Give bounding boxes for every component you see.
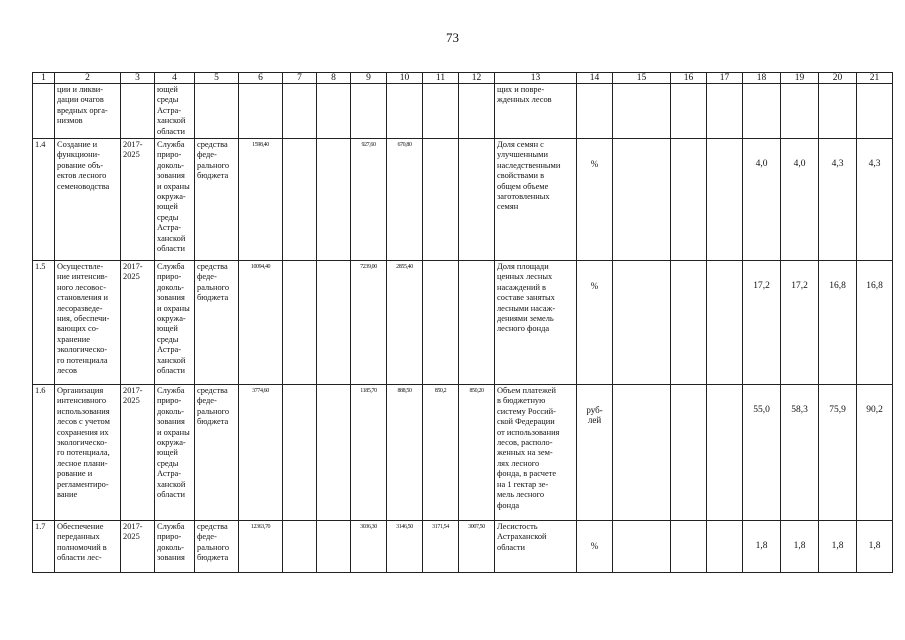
- text-line: рального: [197, 282, 230, 292]
- funding-2019: 1185,70: [351, 385, 387, 521]
- responsible-executor: [155, 521, 195, 573]
- indicator-value-col-19: 4,0: [781, 139, 819, 261]
- text-line: щих и повре-: [497, 85, 545, 94]
- indicator-value-col-17: [707, 521, 743, 573]
- indicator-value-col-15: [613, 261, 671, 385]
- indicator-value-col-19: 1,8: [781, 521, 819, 573]
- cell-col-5: [195, 84, 239, 139]
- cell-col-19: [781, 84, 819, 139]
- text-line: Служба: [157, 262, 185, 272]
- text-line: низмов: [57, 116, 83, 126]
- column-number-7: 7: [283, 73, 317, 84]
- cell-col-18: [743, 84, 781, 139]
- text-line: семян: [497, 202, 519, 212]
- text-line: 2025: [123, 150, 140, 160]
- implementation-period: [121, 139, 155, 261]
- text-line: ющей: [157, 202, 178, 212]
- text-line: Астра-: [157, 469, 182, 479]
- text-line: наследственными: [497, 160, 561, 170]
- text-line: феде-: [197, 272, 217, 282]
- funding-2021: 3171,54: [423, 521, 459, 573]
- text-line: бюджета: [197, 171, 229, 181]
- unit-of-measure: [577, 521, 613, 573]
- funding-2018: [317, 261, 351, 385]
- funding-total: 10094,40: [239, 261, 283, 385]
- responsible-executor: [155, 261, 195, 385]
- measure-name: [55, 521, 121, 573]
- column-number-5: 5: [195, 73, 239, 84]
- indicator-value-col-21: 16,8: [857, 261, 893, 385]
- text-line: приро-: [157, 532, 182, 542]
- funding-2020: 2855,40: [387, 261, 423, 385]
- column-number-20: 20: [819, 73, 857, 84]
- responsible-executor: [155, 139, 195, 261]
- cell-col-12: [459, 84, 495, 139]
- text-line: ния, обеспечи-: [57, 314, 110, 324]
- cell-col-9: [351, 84, 387, 139]
- text-line: бюджета: [197, 293, 229, 303]
- continuation-row: [33, 84, 893, 139]
- text-line: экологическо-: [57, 345, 108, 355]
- funding-source: [195, 521, 239, 573]
- column-number-17: 17: [707, 73, 743, 84]
- text-line: дации очагов: [57, 95, 104, 105]
- indicator-value-col-15: [613, 139, 671, 261]
- funding-2019: 927,60: [351, 139, 387, 261]
- funding-2020: 670,80: [387, 139, 423, 261]
- text-line: лесоразведе-: [57, 303, 103, 313]
- column-number-15: 15: [613, 73, 671, 84]
- column-number-14: 14: [577, 73, 613, 84]
- funding-2022: 3007,50: [459, 521, 495, 573]
- target-indicator: [495, 261, 577, 385]
- text-line: 2025: [123, 532, 140, 542]
- row-number: 1.4: [33, 139, 55, 261]
- column-number-8: 8: [317, 73, 351, 84]
- indicator-value-col-19: 17,2: [781, 261, 819, 385]
- text-line: доколь-: [157, 160, 184, 170]
- text-line: среды: [157, 95, 179, 105]
- indicator-value-col-19: 58,3: [781, 385, 819, 521]
- column-number-18: 18: [743, 73, 781, 84]
- indicator-value-col-20: 75,9: [819, 385, 857, 521]
- text-line: рального: [197, 160, 230, 170]
- indicator-value-col-21: 4,3: [857, 139, 893, 261]
- funding-2022: 850,20: [459, 385, 495, 521]
- cell-col-20: [819, 84, 857, 139]
- text-line: лях лесного: [497, 458, 540, 468]
- text-line: и охраны: [157, 427, 190, 437]
- indicator-value-col-20: 16,8: [819, 261, 857, 385]
- text-line: вредных орга-: [57, 105, 108, 115]
- text-line: области: [157, 490, 185, 500]
- text-line: доколь-: [157, 282, 184, 292]
- text-line: области: [157, 244, 185, 254]
- text-line: феде-: [197, 396, 217, 406]
- text-line: ханской: [157, 355, 186, 365]
- column-number-row: [33, 73, 893, 84]
- text-line: ции и ликви-: [57, 85, 104, 94]
- text-line: доколь-: [157, 406, 184, 416]
- cell-col-14: [577, 84, 613, 139]
- text-line: Астраханской: [497, 532, 547, 542]
- text-line: зования: [157, 293, 185, 303]
- cell-col-6: [239, 84, 283, 139]
- text-line: окружа-: [157, 314, 186, 324]
- cell-col-17: [707, 84, 743, 139]
- row-number: 1.6: [33, 385, 55, 521]
- text-line: ханской: [157, 233, 186, 243]
- text-line: лей: [587, 415, 602, 426]
- text-line: становления и: [57, 293, 108, 303]
- text-line: функциони-: [57, 150, 100, 160]
- text-line: окружа-: [157, 438, 186, 448]
- indicator-value-col-17: [707, 261, 743, 385]
- text-line: средства: [197, 140, 228, 150]
- table-row: [33, 521, 893, 573]
- indicator-value-col-21: 1,8: [857, 521, 893, 573]
- column-number-11: 11: [423, 73, 459, 84]
- funding-2021: [423, 261, 459, 385]
- text-line: среды: [157, 458, 179, 468]
- implementation-period: [121, 385, 155, 521]
- funding-2019: 7239,00: [351, 261, 387, 385]
- row-number: 1.7: [33, 521, 55, 573]
- column-number-12: 12: [459, 73, 495, 84]
- text-line: экологическо-: [57, 438, 108, 448]
- column-number-6: 6: [239, 73, 283, 84]
- text-line: дениями земель: [497, 314, 554, 324]
- text-line: ного лесовос-: [57, 282, 106, 292]
- implementation-period: [121, 261, 155, 385]
- funding-2019: 3036,30: [351, 521, 387, 573]
- indicator-value-col-16: [671, 521, 707, 573]
- text-line: рального: [197, 542, 230, 552]
- text-line: ценных лесных: [497, 272, 553, 282]
- target-indicator: [495, 521, 577, 573]
- text-line: ханской: [157, 116, 186, 126]
- text-line: 2017-: [123, 140, 143, 150]
- text-line: приро-: [157, 150, 182, 160]
- funding-source: [195, 139, 239, 261]
- column-number-4: 4: [155, 73, 195, 84]
- column-number-16: 16: [671, 73, 707, 84]
- text-line: ской Федерации: [497, 417, 555, 427]
- text-line: лесного фонда: [497, 324, 550, 334]
- table-row: [33, 385, 893, 521]
- column-number-1: 1: [33, 73, 55, 84]
- text-line: зования: [157, 171, 185, 181]
- cell-col-16: [671, 84, 707, 139]
- program-table: [32, 72, 893, 573]
- text-line: заготовленных: [497, 192, 550, 202]
- text-line: рование и: [57, 469, 93, 479]
- text-line: %: [590, 159, 599, 170]
- column-number-21: 21: [857, 73, 893, 84]
- column-number-9: 9: [351, 73, 387, 84]
- column-number-13: 13: [495, 73, 577, 84]
- table-body: [33, 73, 893, 573]
- text-line: использования: [57, 406, 110, 416]
- text-line: феде-: [197, 150, 217, 160]
- cell-col-13: [495, 84, 577, 139]
- text-line: рование объ-: [57, 160, 104, 170]
- table-row: [33, 139, 893, 261]
- text-line: Доля семян с: [497, 140, 544, 150]
- text-line: средства: [197, 386, 228, 396]
- text-line: лесов, располо-: [497, 438, 553, 448]
- text-line: составе занятых: [497, 293, 555, 303]
- text-line: окружа-: [157, 192, 186, 202]
- text-line: доколь-: [157, 542, 184, 552]
- text-line: феде-: [197, 532, 217, 542]
- row-number: 1.5: [33, 261, 55, 385]
- text-line: лесов: [57, 366, 77, 376]
- funding-2020: 3146,50: [387, 521, 423, 573]
- funding-2018: [317, 139, 351, 261]
- funding-2017: [283, 261, 317, 385]
- column-number-19: 19: [781, 73, 819, 84]
- funding-total: 3774,60: [239, 385, 283, 521]
- text-line: среды: [157, 212, 179, 222]
- text-line: Доля площади: [497, 262, 549, 272]
- text-line: семеноводства: [57, 181, 110, 191]
- text-line: интенсивного: [57, 396, 107, 406]
- text-line: в бюджетную: [497, 396, 546, 406]
- text-line: свойствами в: [497, 171, 545, 181]
- cell-col-2: [55, 84, 121, 139]
- text-line: вание: [57, 490, 78, 500]
- funding-2017: [283, 521, 317, 573]
- text-line: насаждений в: [497, 282, 546, 292]
- implementation-period: [121, 521, 155, 573]
- cell-col-1: [33, 84, 55, 139]
- cell-col-15: [613, 84, 671, 139]
- unit-of-measure: [577, 261, 613, 385]
- responsible-executor: [155, 385, 195, 521]
- indicator-value-col-17: [707, 139, 743, 261]
- text-line: лесов с учетом: [57, 417, 110, 427]
- text-line: Обеспечение: [57, 522, 104, 532]
- indicator-value-col-18: 4,0: [743, 139, 781, 261]
- measure-name: [55, 261, 121, 385]
- text-line: 2025: [123, 396, 140, 406]
- text-line: от использования: [497, 427, 560, 437]
- cell-col-7: [283, 84, 317, 139]
- text-line: %: [590, 541, 599, 552]
- cell-col-21: [857, 84, 893, 139]
- unit-of-measure: [577, 139, 613, 261]
- text-line: Служба: [157, 140, 185, 150]
- text-line: среды: [157, 334, 179, 344]
- text-line: регламентиро-: [57, 479, 109, 489]
- text-line: фонда, в расчете: [497, 469, 557, 479]
- text-line: Создание и: [57, 140, 98, 150]
- text-line: руб-: [586, 405, 603, 416]
- indicator-value-col-20: 4,3: [819, 139, 857, 261]
- funding-2018: [317, 521, 351, 573]
- indicator-value-col-20: 1,8: [819, 521, 857, 573]
- text-line: 2017-: [123, 386, 143, 396]
- unit-of-measure: [577, 385, 613, 521]
- funding-2017: [283, 139, 317, 261]
- text-line: мель лесного: [497, 490, 545, 500]
- table-row: [33, 261, 893, 385]
- page-number: 73: [446, 30, 459, 45]
- text-line: го потенциала: [57, 355, 108, 365]
- text-line: женных на зем-: [497, 448, 553, 458]
- measure-name: [55, 139, 121, 261]
- indicator-value-col-18: 1,8: [743, 521, 781, 573]
- funding-source: [195, 385, 239, 521]
- text-line: ющей: [157, 324, 178, 334]
- column-number-2: 2: [55, 73, 121, 84]
- text-line: приро-: [157, 272, 182, 282]
- text-line: лесными насаж-: [497, 303, 556, 313]
- text-line: бюджета: [197, 417, 229, 427]
- funding-2021: [423, 139, 459, 261]
- cell-col-3: [121, 84, 155, 139]
- funding-2021: 850,2: [423, 385, 459, 521]
- text-line: 2025: [123, 272, 140, 282]
- text-line: переданных: [57, 532, 100, 542]
- text-line: Лесистость: [497, 522, 538, 532]
- text-line: ектов лесного: [57, 171, 107, 181]
- text-line: сохранения их: [57, 427, 109, 437]
- text-line: %: [590, 281, 599, 292]
- text-line: области: [157, 366, 185, 376]
- text-line: зования: [157, 553, 185, 563]
- funding-2017: [283, 385, 317, 521]
- text-line: улучшенными: [497, 150, 548, 160]
- indicator-value-col-17: [707, 385, 743, 521]
- indicator-value-col-15: [613, 521, 671, 573]
- text-line: приро-: [157, 396, 182, 406]
- cell-col-11: [423, 84, 459, 139]
- cell-col-10: [387, 84, 423, 139]
- column-number-3: 3: [121, 73, 155, 84]
- text-line: вающих со-: [57, 324, 99, 334]
- column-number-10: 10: [387, 73, 423, 84]
- funding-total: 12363,70: [239, 521, 283, 573]
- text-line: ющей: [157, 448, 178, 458]
- text-line: Организация: [57, 386, 104, 396]
- funding-total: 1598,40: [239, 139, 283, 261]
- text-line: рального: [197, 406, 230, 416]
- funding-2022: [459, 261, 495, 385]
- indicator-value-col-16: [671, 139, 707, 261]
- indicator-value-col-16: [671, 385, 707, 521]
- text-line: общем объеме: [497, 181, 549, 191]
- indicator-value-col-16: [671, 261, 707, 385]
- indicator-value-col-21: 90,2: [857, 385, 893, 521]
- text-line: и охраны: [157, 181, 190, 191]
- text-line: на 1 гектар зе-: [497, 479, 549, 489]
- text-line: средства: [197, 522, 228, 532]
- target-indicator: [495, 385, 577, 521]
- text-line: средства: [197, 262, 228, 272]
- funding-2022: [459, 139, 495, 261]
- text-line: Астра-: [157, 223, 182, 233]
- text-line: жденных лесов: [497, 95, 552, 105]
- text-line: Астра-: [157, 345, 182, 355]
- funding-2020: 888,50: [387, 385, 423, 521]
- text-line: области: [157, 126, 185, 136]
- text-line: 2017-: [123, 522, 143, 532]
- text-line: хранение: [57, 334, 90, 344]
- funding-2018: [317, 385, 351, 521]
- indicator-value-col-18: 55,0: [743, 385, 781, 521]
- text-line: Объем платежей: [497, 386, 556, 396]
- text-line: систему Россий-: [497, 406, 556, 416]
- text-line: Служба: [157, 522, 185, 532]
- text-line: области: [497, 542, 525, 552]
- text-line: лесное плани-: [57, 458, 108, 468]
- text-line: бюджета: [197, 553, 229, 563]
- cell-col-8: [317, 84, 351, 139]
- text-line: ющей: [157, 85, 178, 94]
- text-line: Астра-: [157, 105, 182, 115]
- text-line: зования: [157, 417, 185, 427]
- text-line: области лес-: [57, 553, 102, 563]
- text-line: Служба: [157, 386, 185, 396]
- indicator-value-col-18: 17,2: [743, 261, 781, 385]
- indicator-value-col-15: [613, 385, 671, 521]
- text-line: ние интенсив-: [57, 272, 108, 282]
- text-line: ханской: [157, 479, 186, 489]
- funding-source: [195, 261, 239, 385]
- text-line: 2017-: [123, 262, 143, 272]
- text-line: и охраны: [157, 303, 190, 313]
- text-line: фонда: [497, 500, 520, 510]
- text-line: полномочий в: [57, 542, 107, 552]
- text-line: Осуществле-: [57, 262, 104, 272]
- text-line: го потенциала,: [57, 448, 110, 458]
- cell-col-4: [155, 84, 195, 139]
- target-indicator: [495, 139, 577, 261]
- measure-name: [55, 385, 121, 521]
